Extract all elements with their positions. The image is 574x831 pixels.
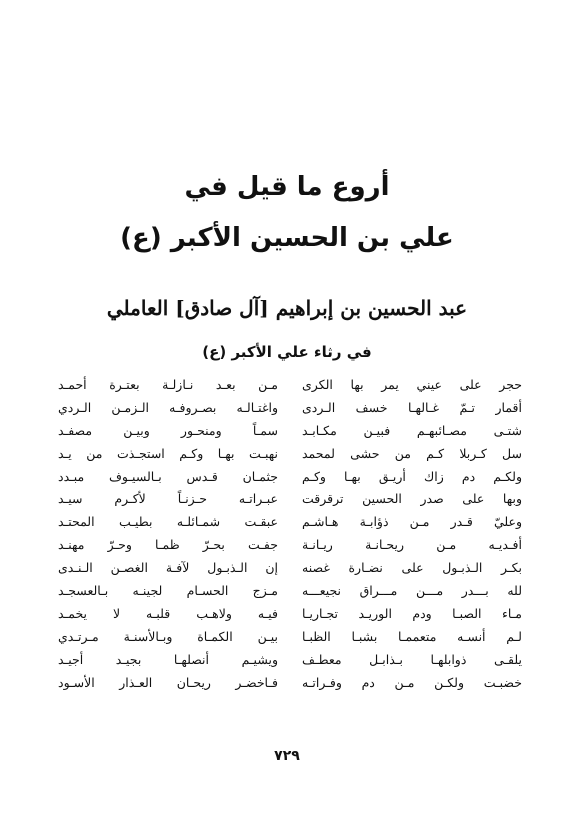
verse-left: فيـه ولاهـب قلبـه لا يخمـد — [58, 605, 278, 621]
verse-left: سمـاً ومنحـور وبيـن مصفـد — [58, 422, 278, 438]
verse-left: جثمـان قـدس بـالسيـوف مبـدد — [58, 468, 278, 484]
verse-right: وبها على صدر الحسين ترقرقت — [302, 491, 522, 507]
verse-left: نهبـت بهـا وكـم استجـذت من يـد — [58, 445, 278, 461]
verse-right: سل كـربلا كـم من حشى لمحمد — [302, 445, 522, 461]
verse-right: شتـى مصـائبهـم فبيـن مكـابـد — [302, 422, 522, 438]
poem-right-column — [302, 374, 522, 694]
verse-left: واغتـالـه بصـروفـه الـزمـن الـردي — [58, 399, 278, 415]
poem-subtitle: في رثاء علي الأكبر (ع) — [202, 343, 372, 361]
verse-left: مـن بعـد نـازلـة بعتـرة أحمـد — [58, 377, 278, 392]
verse-right: ولكـم دم زاك أريـق بهـا وكـم — [302, 468, 522, 484]
verse-right: لـم أنسـه متعممـا بشبـا الظبـا — [302, 628, 522, 644]
verse-right: يلقـى ذوابلهـا بـذابـل معطـف — [302, 651, 522, 667]
verse-left: مـزج الحسـام لجينـه بـالعسجـد — [58, 583, 278, 599]
verse-left: فـاخضـر ريحـان العـذار الأسـود — [58, 674, 278, 690]
title-line-2: علي بن الحسين الأكبر (ع) — [120, 223, 454, 253]
page-number: ٧٢٩ — [274, 748, 300, 764]
verse-right: حجر على عيني يمر بها الكرى — [302, 377, 522, 392]
verse-right: بكـر الـذبـول على نضـارة غصنه — [302, 560, 522, 576]
title-line-1: أروع ما قيل في — [184, 172, 390, 202]
verse-right: مـاء الصبـا ودم الوريـد تجـاريـا — [302, 605, 522, 621]
verse-right: لله بـــدر مـــن مـــراق نجيعـــه — [302, 583, 522, 599]
author-name: عبد الحسين بن إبراهيم [آل صادق] العاملي — [106, 296, 468, 320]
verse-right: أقمار تـمّ غـالهـا خسف الـردى — [302, 399, 522, 415]
verse-left: جفـت بحـرّ ظمـا وحـرّ مهنـد — [58, 537, 278, 553]
verse-left: إن الـذبـول لآفـة الغصـن الـنـدى — [58, 560, 278, 576]
verse-left: عبـراتـه حـزنـاً لأكـرم سيـد — [58, 491, 278, 507]
verse-right: أفـديـه مـن ريحـانـة ريـانـة — [302, 537, 522, 553]
verse-left: ويشيـم أنصلهـا بجيـد أجيـد — [58, 651, 278, 667]
verse-left: بيـن الكمـاة وبـالأسنـة مـرتـدي — [58, 628, 278, 644]
verse-right: خضبـت ولكـن مـن دم وفـراتـه — [302, 674, 522, 690]
verse-left: عبقـت شمـائلـه بطيـب المحتـد — [58, 514, 278, 530]
poem-left-column — [58, 374, 278, 694]
verse-right: وعليّ قـدر مـن ذؤابـة هـاشـم — [302, 514, 522, 530]
